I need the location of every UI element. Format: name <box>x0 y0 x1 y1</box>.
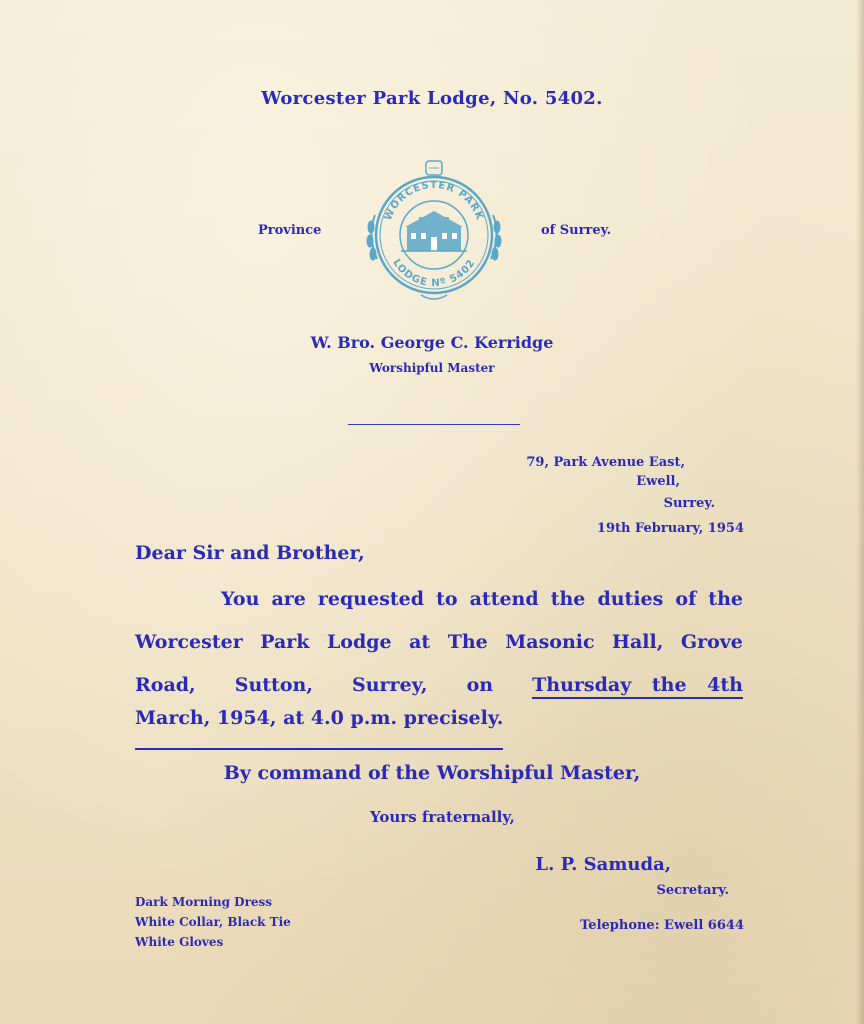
secretary-role: Secretary. <box>656 883 729 898</box>
dress-code-line-3: White Gloves <box>135 935 224 949</box>
closing: Yours fraternally, <box>370 808 515 826</box>
word: the <box>708 588 743 610</box>
dress-code-line-1: Dark Morning Dress <box>135 895 273 909</box>
divider <box>348 424 520 425</box>
word: requested <box>317 588 425 610</box>
meeting-day: Thursday the 4th <box>532 674 743 699</box>
secretary-name: L. P. Samuda, <box>535 854 671 875</box>
body-line-2 <box>135 621 743 664</box>
province-name: of Surrey. <box>541 223 612 238</box>
salutation: Dear Sir and Brother, <box>135 542 365 564</box>
lodge-title: Worcester Park Lodge, No. 5402. <box>261 88 603 109</box>
word: Hall, <box>612 631 664 653</box>
paper-edge <box>856 0 864 1024</box>
word: Worcester <box>135 631 243 653</box>
letter-date: 19th February, 1954 <box>596 521 744 536</box>
province-label: Province <box>258 223 322 238</box>
word: are <box>271 588 306 610</box>
word: Park <box>260 631 310 653</box>
letter-body <box>135 578 743 750</box>
command-line: By command of the Worshipful Master, <box>223 762 641 784</box>
word: duties <box>597 588 664 610</box>
body-line-4 <box>135 707 743 750</box>
word: Surrey, <box>352 674 428 696</box>
word: at <box>409 631 431 653</box>
dress-code-line-2: White Collar, Black Tie <box>135 915 291 929</box>
meeting-date-time: March, 1954, at 4.0 p.m. precisely. <box>135 707 503 750</box>
word: Grove <box>680 631 743 653</box>
word: Masonic <box>505 631 595 653</box>
word: attend <box>469 588 539 610</box>
telephone: Telephone: Ewell 6644 <box>580 918 744 933</box>
seal-bottom-text: LODGE Nº 5402 <box>390 257 478 290</box>
word: of <box>675 588 697 610</box>
body-line-1 <box>135 578 743 621</box>
lodge-seal-icon <box>361 155 507 305</box>
seal-top-text: WORCESTER PARK <box>382 179 486 223</box>
word: Road, <box>135 674 196 696</box>
word: the <box>550 588 586 610</box>
address-line-2: Ewell, <box>636 474 680 489</box>
word: The <box>447 631 488 653</box>
word: You <box>221 588 260 610</box>
address-line-1: 79, Park Avenue East, <box>526 455 685 470</box>
worshipful-master-title: Worshipful Master <box>369 361 495 375</box>
worshipful-master-name: W. Bro. George C. Kerridge <box>310 333 554 352</box>
word: to <box>436 588 458 610</box>
word: Sutton, <box>234 674 313 696</box>
word: Lodge <box>326 631 392 653</box>
word: on <box>466 674 494 696</box>
body-line-3 <box>135 664 743 707</box>
address-line-3: Surrey. <box>663 496 715 511</box>
